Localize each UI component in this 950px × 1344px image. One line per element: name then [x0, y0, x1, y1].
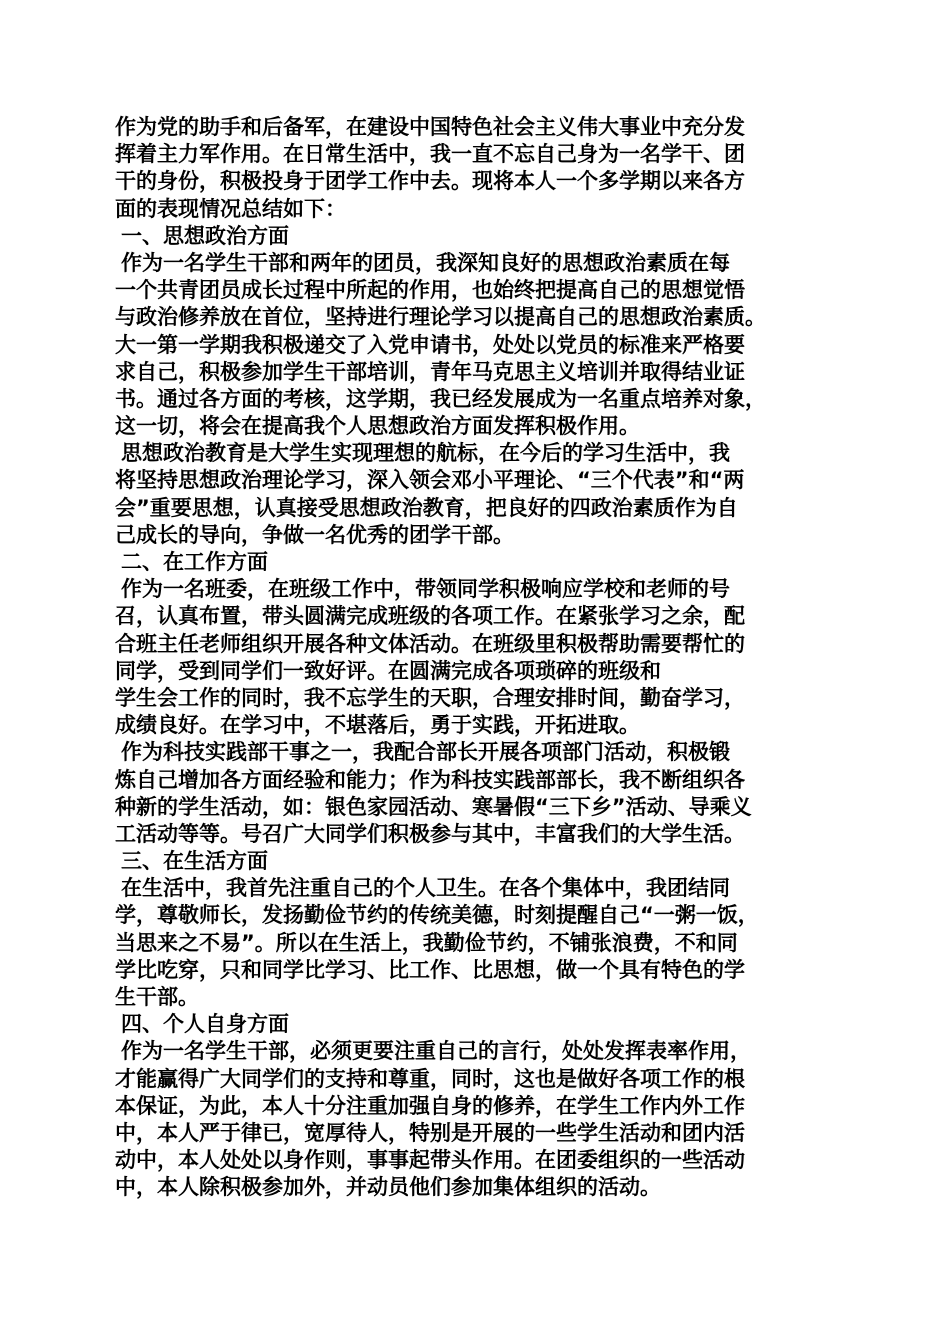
body-line: 工活动等等。号召广大同学们积极参与其中，丰富我们的大学生活。: [115, 821, 745, 846]
body-line: 作为一名学生干部和两年的团员，我深知良好的思想政治素质在每: [121, 250, 730, 275]
body-line: 中，本人严于律已，宽厚待人，特别是开展的一些学生活动和团内活: [115, 1120, 745, 1145]
body-line: 当思来之不易”。所以在生活上，我勤俭节约，不铺张浪费，不和同: [115, 930, 738, 955]
body-line: 作为党的助手和后备军，在建设中国特色社会主义伟大事业中充分发: [115, 115, 745, 139]
section-heading-politics: 一、思想政治方面: [121, 223, 289, 248]
body-line: 会”重要思想，认真接受思想政治教育，把良好的四政治素质作为自: [115, 495, 738, 520]
section-heading-work: 二、在工作方面: [121, 550, 268, 574]
body-line: 将坚持思想政治理论学习，深入领会邓小平理论、“三个代表”和“两: [115, 468, 745, 493]
body-line: 种新的学生活动，如：银色家园活动、寒暑假“三下乡”活动、导乘义: [115, 794, 752, 819]
body-line: 作为一名学生干部，必须更要注重自己的言行，处处发挥表率作用，: [121, 1039, 751, 1064]
body-line: 书。通过各方面的考核，这学期，我已经发展成为一名重点培养对象，: [115, 386, 766, 411]
section-heading-personal: 四、个人自身方面: [121, 1012, 289, 1037]
body-line: 一个共青团员成长过程中所起的作用，也始终把提高自己的思想觉悟: [115, 278, 745, 303]
body-line: 学，尊敬师长，发扬勤俭节约的传统美德，时刻提醒自己“一粥一饭，: [115, 903, 759, 928]
body-line: 面的表现情况总结如下：: [115, 196, 346, 221]
body-line: 同学，受到同学们一致好评。在圆满完成各项琐碎的班级和: [115, 658, 661, 683]
body-line: 作为科技实践部干事之一，我配合部长开展各项部门活动，积极锻: [121, 740, 730, 765]
body-line: 中，本人除积极参加外，并动员他们参加集体组织的活动。: [115, 1175, 661, 1200]
body-line: 成绩良好。在学习中，不堪落后，勇于实践，开拓进取。: [115, 713, 640, 738]
body-line: 动中，本人处处以身作则，事事起带头作用。在团委组织的一些活动: [115, 1148, 745, 1173]
body-line: 求自己，积极参加学生干部培训，青年马克思主义培训并取得结业证: [115, 359, 745, 384]
body-line: 作为一名班委，在班级工作中，带领同学积极响应学校和老师的号: [121, 577, 730, 602]
body-line: 学生会工作的同时，我不忘学生的天职，合理安排时间，勤奋学习，: [115, 685, 745, 710]
body-line: 与政治修养放在首位，坚持进行理论学习以提高自己的思想政治素质。: [115, 305, 766, 330]
body-line: 合班主任老师组织开展各种文体活动。在班级里积极帮助需要帮忙的: [115, 631, 745, 656]
body-line: 干的身份，积极投身于团学工作中去。现将本人一个多学期以来各方: [115, 169, 745, 194]
body-line: 己成长的导向，争做一名优秀的团学干部。: [115, 522, 514, 547]
body-line: 大一第一学期我积极递交了入党申请书，处处以党员的标准来严格要: [115, 332, 745, 357]
body-line: 本保证，为此，本人十分注重加强自身的修养，在学生工作内外工作: [115, 1093, 745, 1118]
body-line: 炼自己增加各方面经验和能力；作为科技实践部部长，我不断组织各: [115, 767, 745, 792]
body-line: 才能赢得广大同学们的支持和尊重，同时，这也是做好各项工作的根: [115, 1066, 745, 1091]
body-line: 在生活中，我首先注重自己的个人卫生。在各个集体中，我团结同: [121, 876, 730, 901]
body-line: 这一切，将会在提高我个人思想政治方面发挥积极作用。: [115, 414, 640, 439]
body-line: 学比吃穿，只和同学比学习、比工作、比思想，做一个具有特色的学: [115, 957, 745, 982]
body-line: 召，认真布置，带头圆满完成班级的各项工作。在紧张学习之余，配: [115, 604, 745, 629]
body-line: 挥着主力军作用。在日常生活中，我一直不忘自己身为一名学干、团: [115, 142, 745, 167]
section-heading-life: 三、在生活方面: [121, 849, 268, 874]
body-line: 生干部。: [115, 985, 199, 1009]
document-body: [115, 114, 840, 1202]
body-line: 思想政治教育是大学生实现理想的航标，在今后的学习生活中，我: [121, 441, 730, 466]
